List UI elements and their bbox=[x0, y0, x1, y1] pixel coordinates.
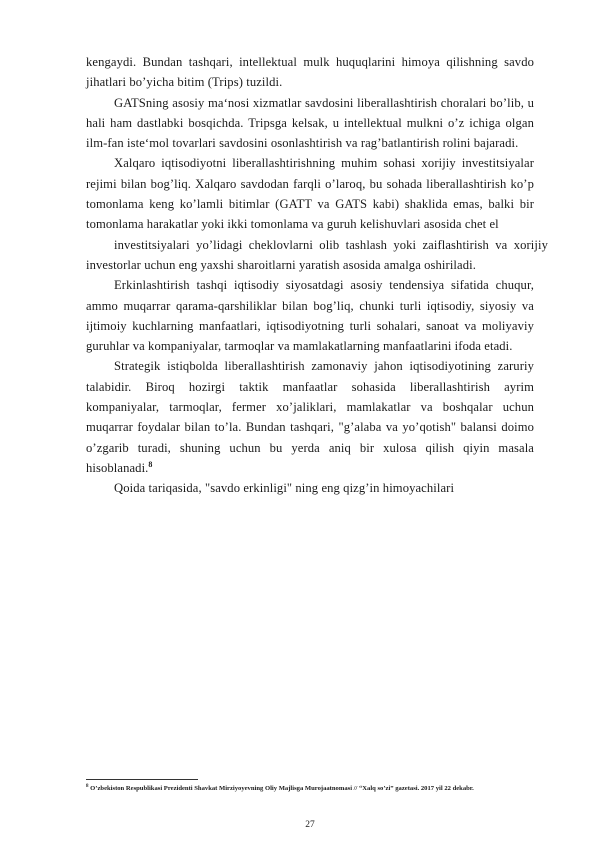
footnote bbox=[86, 783, 536, 794]
footnote-number: 8 bbox=[86, 783, 89, 789]
paragraph-4: investitsiyalari yo’lidagi cheklovlarni olib tashlash yoki zaiflashtirish va xorijiy investorlar uchun eng yaxshi sharoitlarni yaratish asosida amalga oshiriladi. bbox=[86, 237, 548, 272]
page-number: 27 bbox=[305, 820, 315, 830]
body-text bbox=[86, 52, 548, 499]
footnote-text: O’zbekiston Respublikasi Prezidenti Shavkat Mirziyoyevning Oliy Majlisga Murojaatnomasi // “Xalq so’zi” gazetasi. 2017 yil 22 dekabr. bbox=[90, 785, 474, 792]
paragraph-3: Xalqaro iqtisodiyotni liberallashtirishning muhim sohasi xorijiy investitsiyalar rejimi bilan bog’liq. Xalqaro savdodan farqli o’laroq, bu sohada liberallashtirish ko’p tomonlama keng ko’lamli bitimlar (GATT va GATS kabi) shaklida emas, balki bir tomonlama harakatlar yoki ikki tomonlama va guruh kelishuvlari asosida chet el bbox=[86, 156, 534, 232]
paragraph-1: kengaydi. Bundan tashqari, intellektual mulk huquqlarini himoya qilishning savdo jihatlari bo’yicha bitim (Trips) tuzildi. bbox=[86, 55, 534, 90]
paragraph-6: Strategik istiqbolda liberallashtirish zamonaviy jahon iqtisodiyotining zaruriy talabidir. Biroq hozirgi taktik manfaatlar sohasida liberallashtirish ayrim kompaniyalar, tarmoqlar, fermer xo’jaliklari, mamlakatlar va boshqalar uchun muqarrar foydalar bilan to’la. Bundan tashqari, "g’alaba va yo’qotish" balansi doimo o’zgarib turadi, shuning uchun bu yerda aniq bir xulosa qilish qiyin masala hisoblanadi.$^8$ bbox=[86, 359, 534, 475]
paragraph-5: Erkinlashtirish tashqi iqtisodiy siyosatdagi asosiy tendensiya sifatida chuqur, ammo muqarrar qarama-qarshiliklar bilan bog’liq, chunki turli iqtisodiy, siyosiy va ijtimoiy kuchlarning manfaatlari, iqtisodiyotning turli sohalari, sanoat va moliyaviy guruhlar va kompaniyalar, tarmoqlar va mamlakatlarning manfaatlarini ifoda etadi. bbox=[86, 278, 534, 354]
footnote-reference[interactable]: 8 bbox=[148, 459, 153, 469]
paragraph-7: Qoida tariqasida, "savdo erkinligi" ning eng qizg’in himoyachilari bbox=[114, 481, 455, 496]
footnote-separator bbox=[86, 779, 198, 780]
paragraph-2: GATSning asosiy ma‘nosi xizmatlar savdosini liberallashtirish choralari bo’lib, u hali ham dastlabki bosqichda. Tripsga kelsak, u intellektual mulkni o’z ichiga olgan ilm-fan iste‘mol tovarlari savdosini osonlashtirish va rag’batlantirish rolini bajaradi. bbox=[86, 95, 534, 151]
